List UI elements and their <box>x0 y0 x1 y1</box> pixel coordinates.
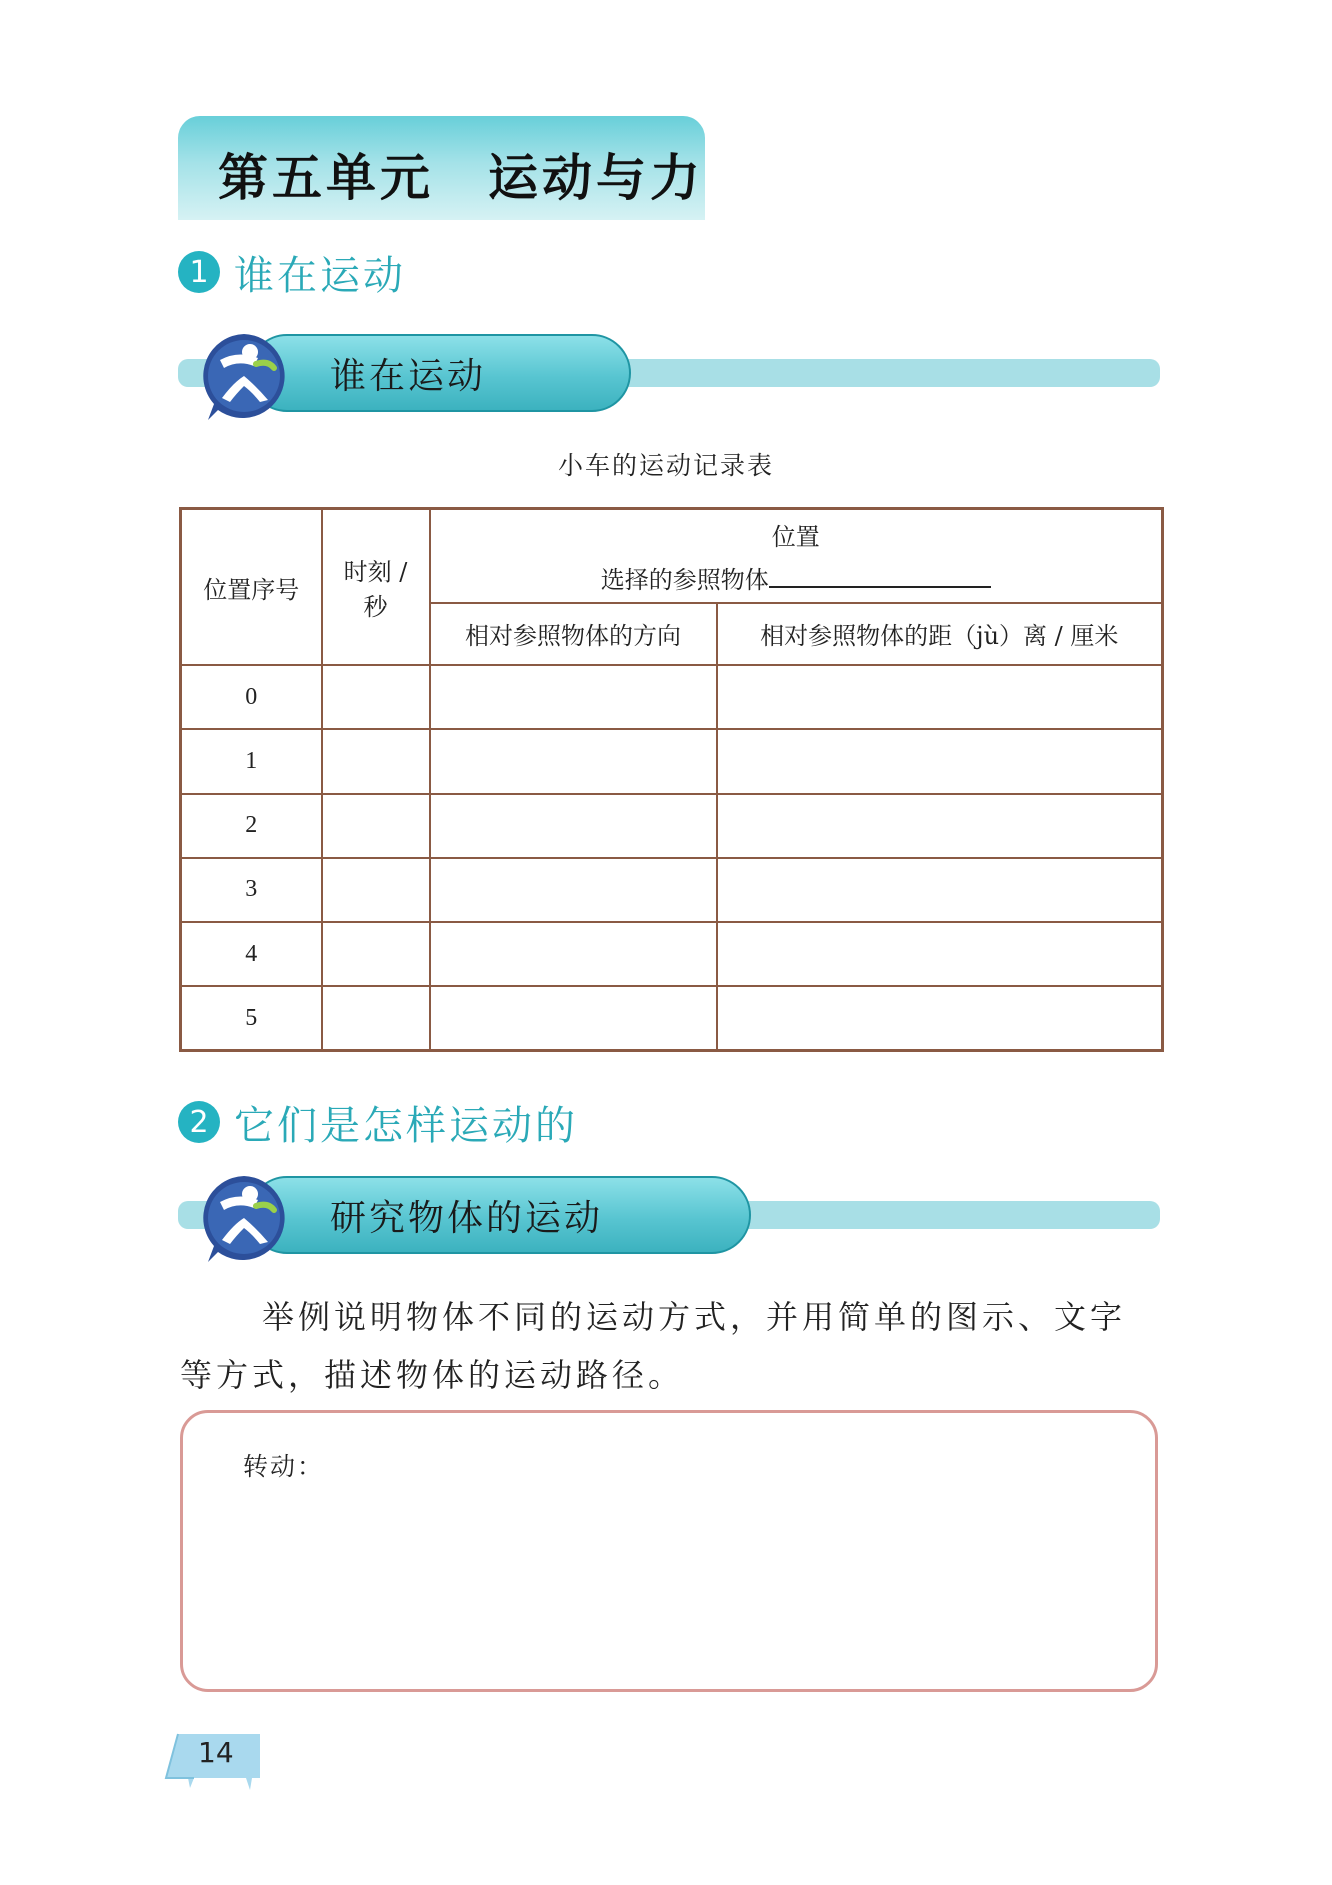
cell-direction[interactable] <box>430 922 717 986</box>
answer-box[interactable] <box>180 1410 1158 1692</box>
row-index: 0 <box>181 665 322 729</box>
lesson-1-heading <box>178 248 406 299</box>
row-index: 2 <box>181 794 322 858</box>
cell-direction[interactable] <box>430 858 717 922</box>
unit-title: 第五单元 运动与力 <box>218 148 704 207</box>
lesson-2-heading <box>178 1098 578 1149</box>
cell-direction[interactable] <box>430 665 717 729</box>
table-caption: 小车的运动记录表 <box>557 451 774 480</box>
row-index: 4 <box>181 922 322 986</box>
motion-record-table <box>179 507 1164 1052</box>
cell-direction[interactable] <box>430 729 717 793</box>
header-time-line2: 秒 <box>363 593 388 622</box>
cell-distance[interactable] <box>717 922 1163 986</box>
header-time-line1: 时刻 / <box>343 558 408 587</box>
header-position-label: 位置 <box>771 522 820 551</box>
cell-time[interactable] <box>322 922 430 986</box>
activity-title: 谁在运动 <box>330 355 487 397</box>
header-time <box>322 509 430 666</box>
header-direction: 相对参照物体的方向 <box>430 603 717 665</box>
header-position <box>430 509 1163 603</box>
jumping-figure-icon <box>198 330 290 422</box>
activity-banner-1 <box>178 330 1160 422</box>
cell-distance[interactable] <box>717 794 1163 858</box>
instruction-paragraph: 举例说明物体不同的运动方式，并用简单的图示、文字等方式，描述物体的运动路径。 <box>180 1298 1127 1394</box>
cell-distance[interactable] <box>717 986 1163 1050</box>
cell-direction[interactable] <box>430 794 717 858</box>
activity-title: 研究物体的运动 <box>330 1197 604 1239</box>
header-reference <box>431 560 1162 595</box>
cell-time[interactable] <box>322 858 430 922</box>
lesson-number-badge: 1 <box>178 251 220 293</box>
lesson-title: 谁在运动 <box>234 252 406 299</box>
activity-title-pill <box>248 334 631 412</box>
cell-distance[interactable] <box>717 665 1163 729</box>
activity-title-pill <box>248 1176 751 1254</box>
jumping-figure-icon <box>198 1172 290 1264</box>
activity-banner-2 <box>178 1172 1160 1264</box>
answer-label: 转动： <box>243 1452 325 1481</box>
lesson-number-badge: 2 <box>178 1101 220 1143</box>
cell-distance[interactable] <box>717 858 1163 922</box>
cell-direction[interactable] <box>430 986 717 1050</box>
row-index: 1 <box>181 729 322 793</box>
page-number: 14 <box>198 1736 234 1769</box>
cell-time[interactable] <box>322 665 430 729</box>
lesson-title: 它们是怎样运动的 <box>234 1102 578 1149</box>
row-index: 3 <box>181 858 322 922</box>
cell-time[interactable] <box>322 794 430 858</box>
cell-time[interactable] <box>322 729 430 793</box>
header-distance: 相对参照物体的距（jù）离 / 厘米 <box>717 603 1163 665</box>
reference-blank[interactable] <box>769 564 991 588</box>
cell-time[interactable] <box>322 986 430 1050</box>
reference-prompt: 选择的参照物体 <box>600 565 769 594</box>
cell-distance[interactable] <box>717 729 1163 793</box>
header-position-index: 位置序号 <box>181 509 322 666</box>
row-index: 5 <box>181 986 322 1050</box>
